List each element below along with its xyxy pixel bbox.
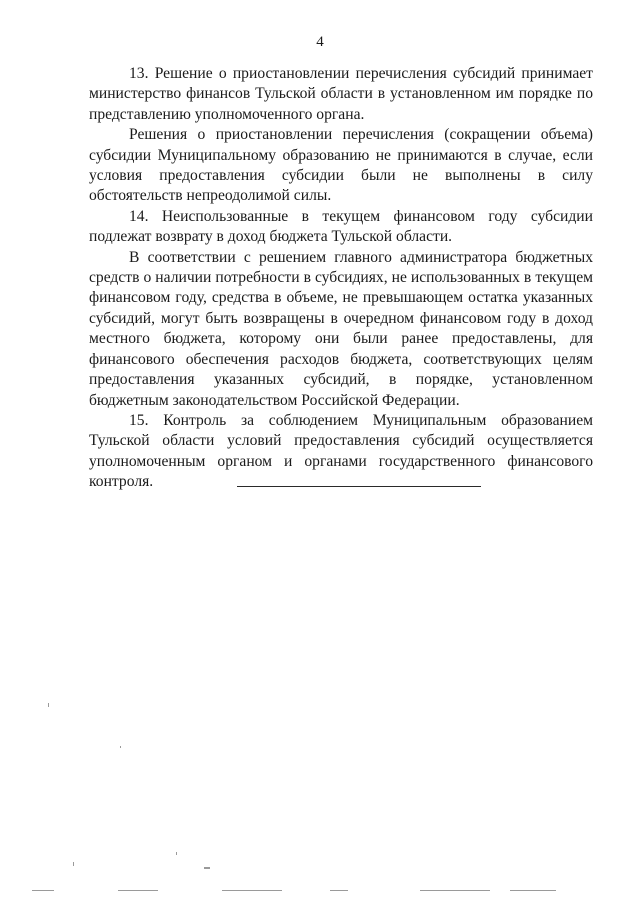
document-body (89, 64, 593, 493)
page-number: 4 (316, 34, 324, 50)
paragraph-suspension-exception: Решения о приостановлении перечисления (сокращении объема) субсидии Муниципальному образованию не принимаются в случае, если условия предоставления субсидии были не выполнены в силу обстоятельств непреодолимой силы. (89, 126, 593, 205)
paragraph-15-control: 15. Контроль за соблюдением Муниципальным образованием Тульской области условий предоставления субсидий осуществляется уполномоченным органом и органами государственного финансового контроля. (89, 411, 593, 491)
paragraph-14-unused-subsidies: 14. Неиспользованные в текущем финансовом году субсидии подлежат возврату в доход бюджета Тульской области. (89, 207, 593, 246)
end-of-text-divider (237, 486, 481, 487)
paragraph-subsidy-return: В соответствии с решением главного администратора бюджетных средств о наличии потребности в субсидиях, не использованных в текущем финансовом году, средства в объеме, не превышающем остатка указанных субсидий, могут быть возвращены в очередном финансовом году в доход местного бюджета, которому они были ранее предоставлены, для финансового обеспечения расходов бюджета, соответствующих целям предоставления указанных субсидий, в порядке, установленном бюджетным законодательством Российской Федерации. (89, 248, 593, 409)
paragraph-13-suspension-decision: 13. Решение о приостановлении перечисления субсидий принимает министерство финансов Тульской области в установленном им порядке по представлению уполномоченного органа. (89, 65, 593, 123)
